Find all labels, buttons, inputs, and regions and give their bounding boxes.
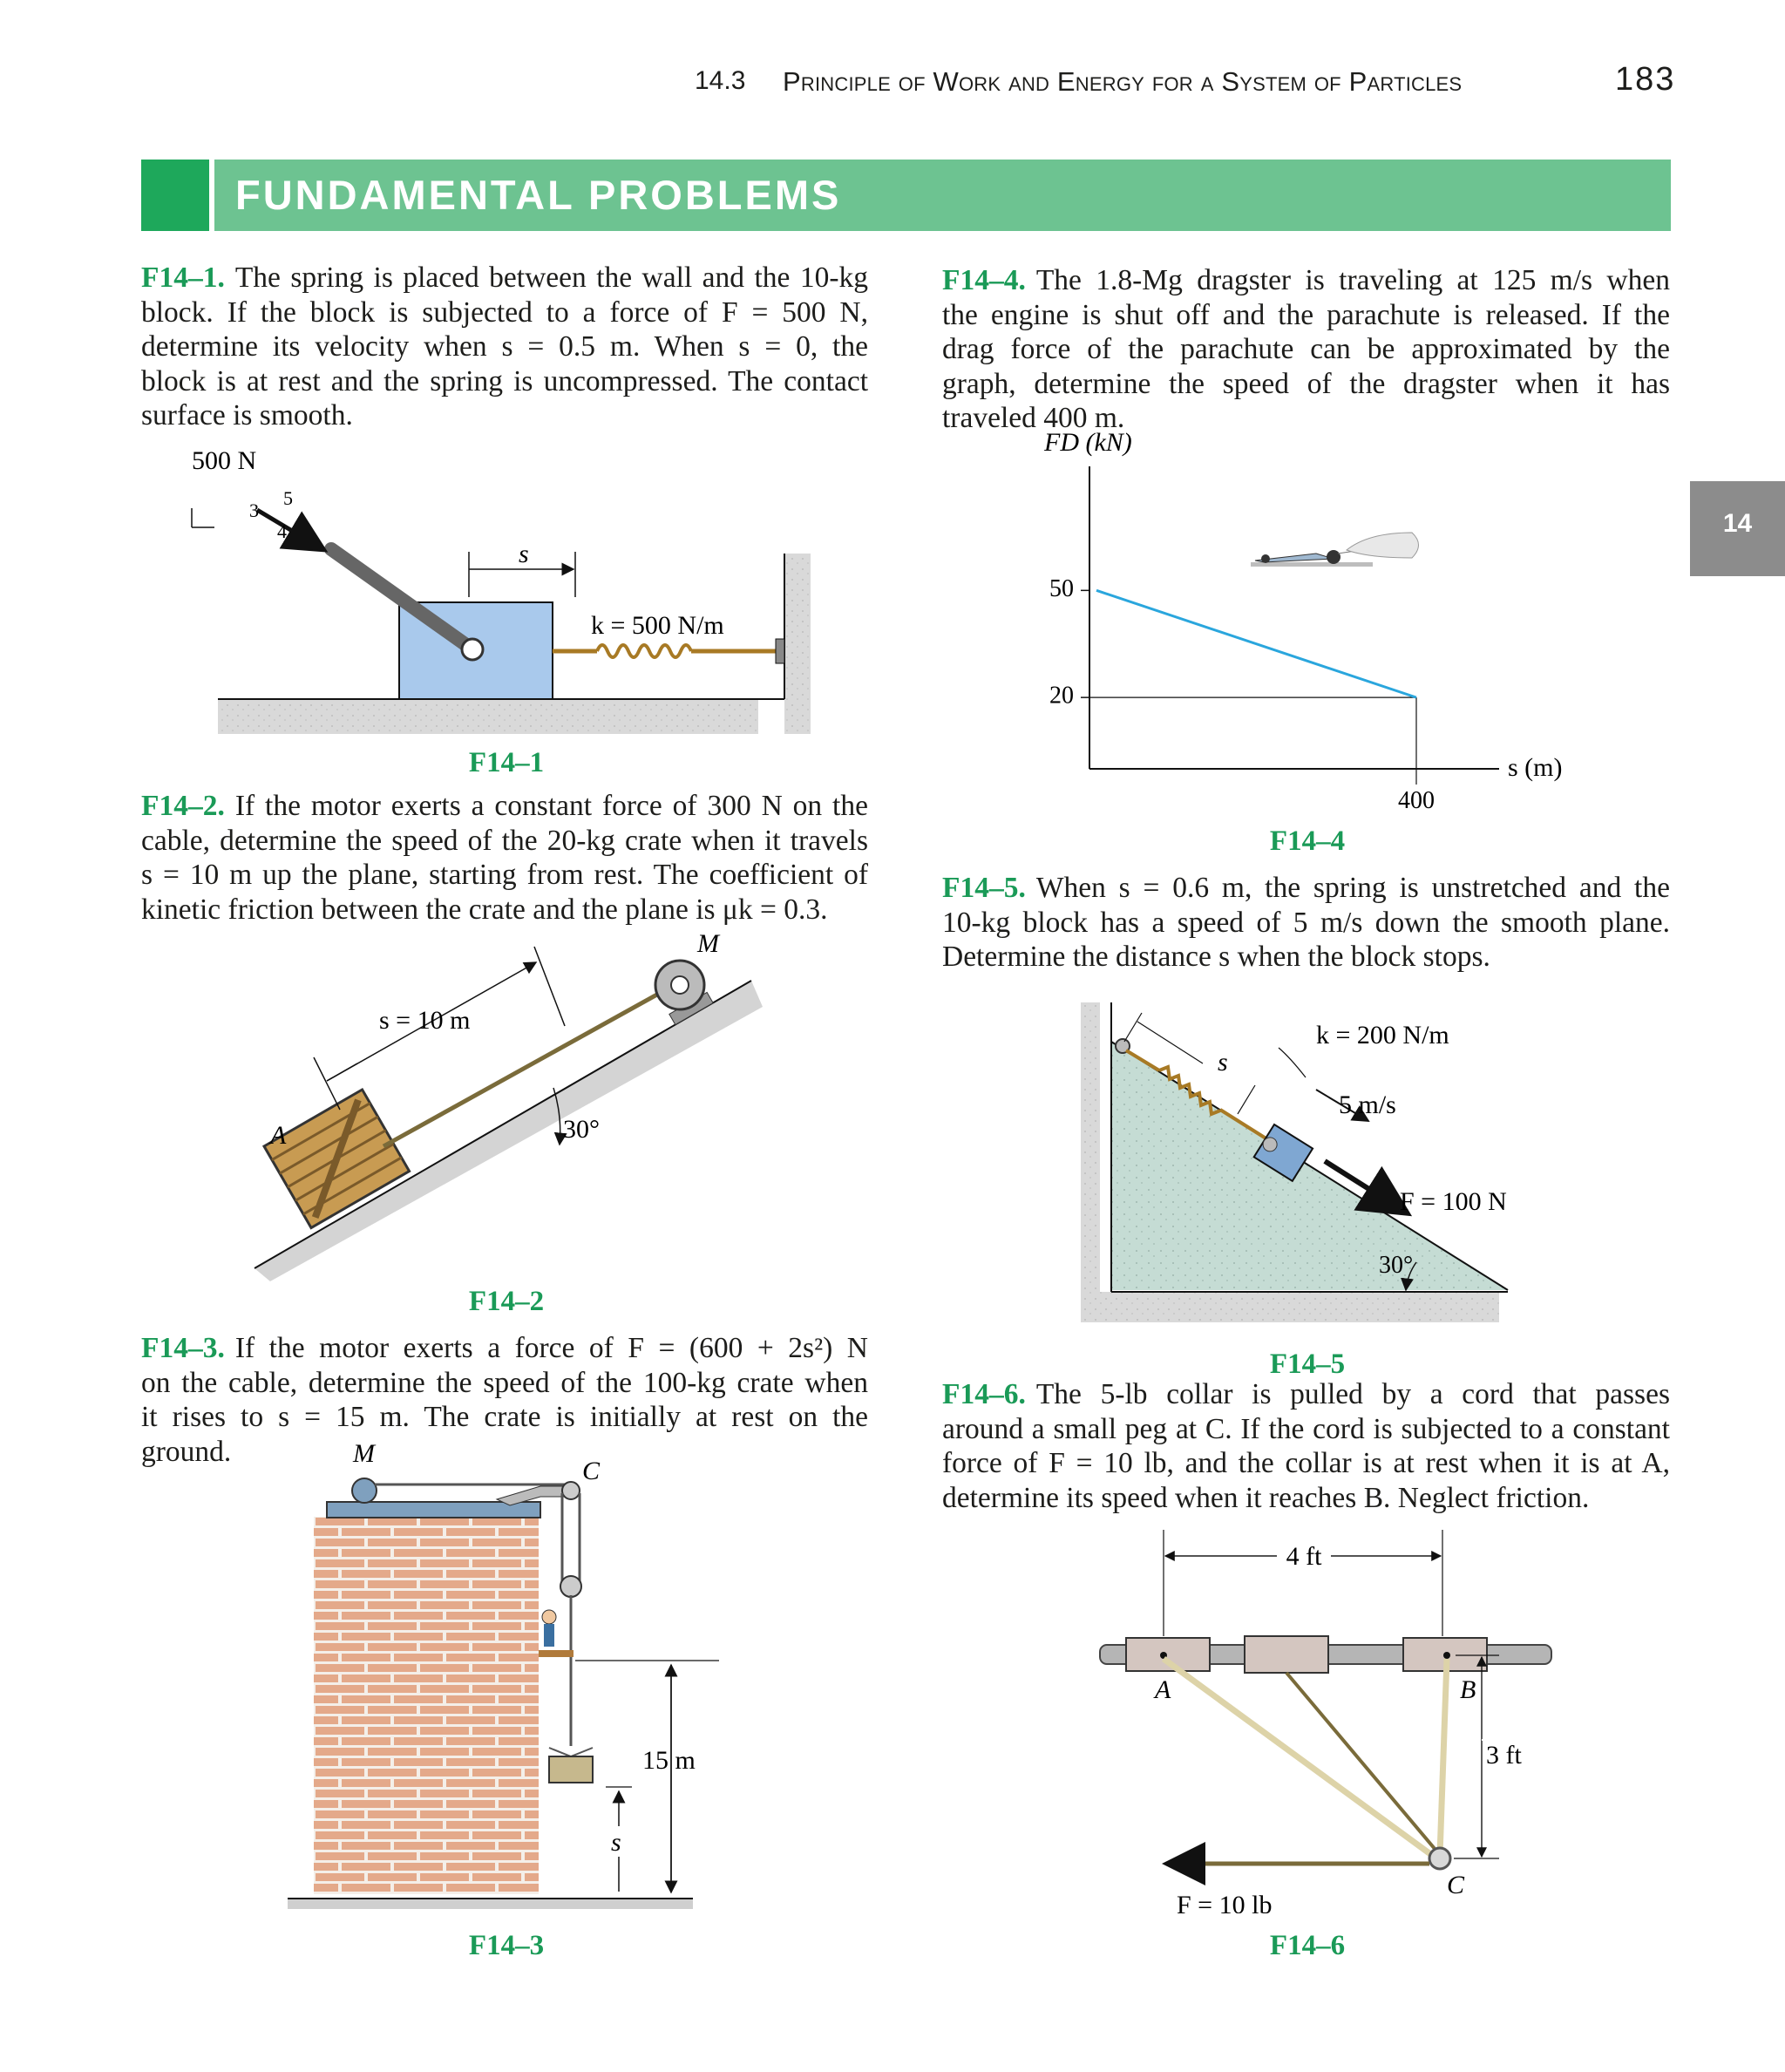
motor-label: M bbox=[697, 933, 719, 958]
problem-f14-3: F14–3. If the motor exerts a force of F = (600 + 2s²) N on the cable, determine the speed of the 100-kg crate when it rises to s = 15 m. The crate is initially at rest on the ground. bbox=[141, 1332, 868, 1468]
point-a-label: A bbox=[1155, 1675, 1171, 1704]
spring bbox=[597, 645, 691, 657]
point-c-label: C bbox=[1447, 1871, 1465, 1899]
slope-label-4: 4 bbox=[277, 520, 287, 542]
figure-f14-6 bbox=[1081, 1530, 1569, 1913]
crate bbox=[549, 1756, 593, 1783]
banner-square bbox=[141, 160, 209, 231]
figure-f14-3 bbox=[288, 1443, 723, 1918]
caption-f14-6: F14–6 bbox=[1269, 1930, 1346, 1961]
caption-f14-2: F14–2 bbox=[468, 1286, 545, 1317]
series-line bbox=[1096, 590, 1416, 697]
s-label: s bbox=[519, 540, 529, 568]
caption-f14-1: F14–1 bbox=[468, 747, 545, 778]
pulley-c bbox=[562, 1482, 580, 1499]
problem-label: F14–6. bbox=[942, 1378, 1026, 1410]
problem-label: F14–5. bbox=[942, 872, 1026, 904]
problem-f14-6: F14–6. The 5-lb collar is pulled by a cord that passes around a small peg at C. If the cord is subjected to a constant force of F = 10 lb, and the collar is at rest when it is at A, determine its speed when it reaches B. Neglect friction. bbox=[942, 1378, 1670, 1514]
section-title: Principle of Work and Energy for a System of Particles bbox=[783, 66, 1463, 97]
pulley-label: C bbox=[582, 1457, 601, 1485]
problem-label: F14–2. bbox=[141, 790, 225, 822]
x-axis-label: s (m) bbox=[1508, 753, 1563, 782]
section-number: 14.3 bbox=[695, 66, 746, 95]
collar bbox=[1245, 1636, 1328, 1673]
parachute bbox=[1347, 533, 1419, 558]
y-tick-label-50: 50 bbox=[1049, 574, 1074, 602]
force-label: F = 10 lb bbox=[1177, 1891, 1273, 1913]
width-label: 4 ft bbox=[1286, 1542, 1322, 1571]
banner-title: FUNDAMENTAL PROBLEMS bbox=[235, 172, 842, 218]
height-label: 3 ft bbox=[1486, 1741, 1522, 1770]
problem-f14-2: F14–2. If the motor exerts a constant force of 300 N on the cable, determine the speed of the 20-kg crate when it travels s = 10 m up the plane, starting from rest. The coefficient of kinetic friction between the crate and the plane is μk = 0.3. bbox=[141, 790, 868, 926]
collar-a bbox=[1126, 1638, 1210, 1671]
problem-label: F14–1. bbox=[141, 262, 225, 294]
caption-f14-5: F14–5 bbox=[1269, 1348, 1346, 1380]
brick-wall bbox=[314, 1517, 539, 1894]
spring-constant-label: k = 200 N/m bbox=[1316, 1021, 1449, 1050]
caption-f14-3: F14–3 bbox=[468, 1930, 545, 1961]
s-label: s bbox=[1218, 1048, 1228, 1077]
slope-label-3: 3 bbox=[249, 499, 259, 521]
y-axis-label: FD (kN) bbox=[1044, 431, 1132, 457]
point-b-label: B bbox=[1460, 1675, 1476, 1704]
motor bbox=[352, 1478, 377, 1503]
force-arrow bbox=[257, 510, 324, 550]
figure-f14-5 bbox=[1072, 1002, 1560, 1329]
page-number: 183 bbox=[1615, 61, 1676, 98]
x-tick-label-400: 400 bbox=[1398, 787, 1435, 814]
ground bbox=[218, 699, 758, 734]
force-label: F = 100 N bbox=[1400, 1187, 1507, 1216]
force-label: 500 N bbox=[192, 446, 257, 475]
chapter-tab-label: 14 bbox=[1722, 509, 1753, 538]
figure-f14-2 bbox=[244, 933, 767, 1286]
spring-constant-label: k = 500 N/m bbox=[591, 611, 724, 640]
slope-label-5: 5 bbox=[283, 487, 293, 509]
wall bbox=[784, 554, 811, 734]
figure-f14-4-chart bbox=[1002, 431, 1578, 824]
worker bbox=[544, 1624, 554, 1647]
problem-f14-5: F14–5. When s = 0.6 m, the spring is unstretched and the 10-kg block has a speed of 5 m/s down the smooth plane. Determine the distance s when the block stops. bbox=[942, 872, 1670, 973]
dragster-drawing bbox=[1251, 533, 1419, 567]
cord-from-b bbox=[1440, 1659, 1447, 1855]
figure-f14-1 bbox=[131, 440, 828, 741]
height-label: 15 m bbox=[642, 1746, 696, 1775]
angle-label: 30° bbox=[1379, 1252, 1414, 1279]
peg-c bbox=[1429, 1848, 1450, 1869]
speed-label: 5 m/s bbox=[1339, 1090, 1396, 1119]
running-header bbox=[0, 61, 1785, 105]
s-label: s bbox=[611, 1828, 621, 1857]
distance-label: s = 10 m bbox=[379, 1006, 471, 1035]
y-tick-label-20: 20 bbox=[1049, 682, 1074, 710]
crate-label: A bbox=[270, 1121, 287, 1150]
angle-label: 30° bbox=[563, 1115, 600, 1144]
caption-f14-4: F14–4 bbox=[1269, 825, 1346, 857]
motor-label: M bbox=[353, 1443, 375, 1468]
problem-f14-1: F14–1. The spring is placed between the wall and the 10-kg block. If the block is subjected to a force of F = 500 N, determine its velocity when s = 0.5 m. When s = 0, the block is at rest and the spring is uncompressed. The contact surface is smooth. bbox=[141, 262, 868, 431]
banner-divider bbox=[209, 160, 214, 231]
problem-f14-4: F14–4. The 1.8-Mg dragster is traveling at 125 m/s when the engine is shut off and the parachute is released. If the drag force of the parachute can be approximated by the graph, determine the speed of the dragster when it has traveled 400 m. bbox=[942, 264, 1670, 434]
problem-label: F14–4. bbox=[942, 264, 1026, 296]
problem-label: F14–3. bbox=[141, 1332, 225, 1364]
